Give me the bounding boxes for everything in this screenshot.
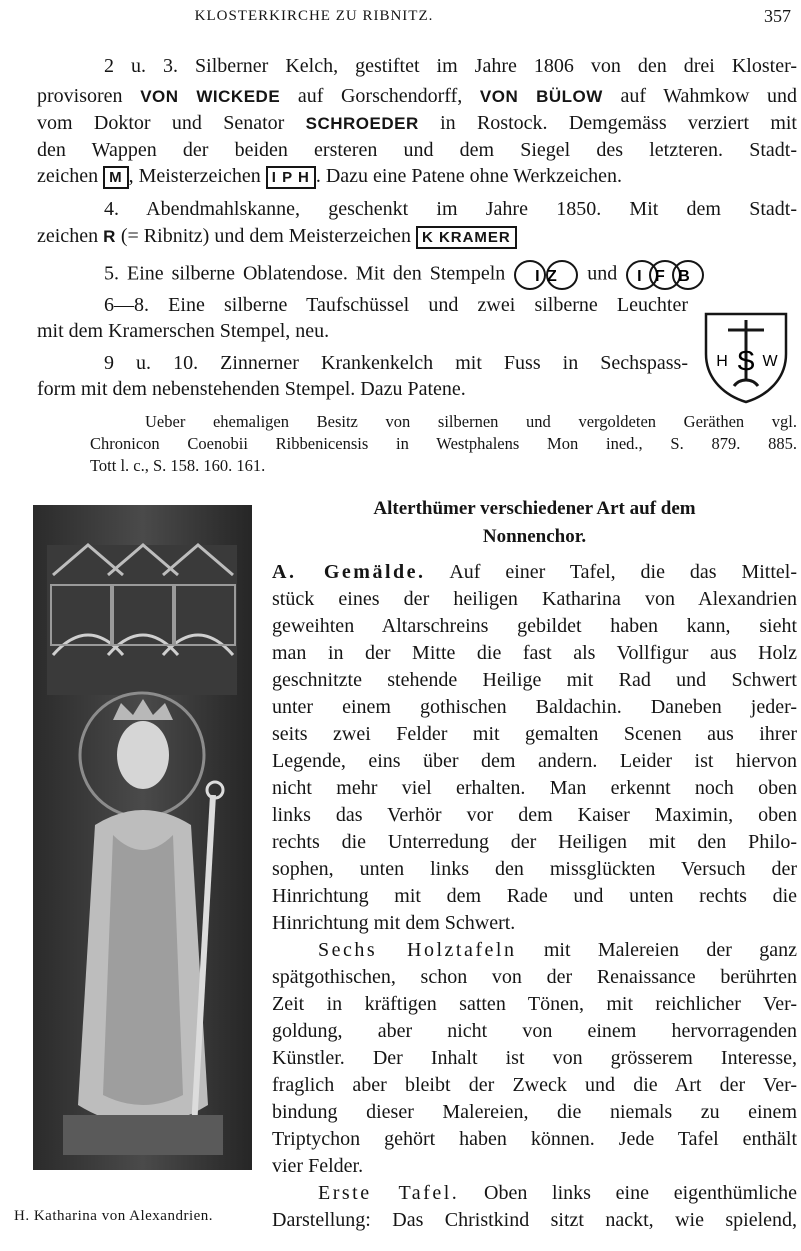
footnote-line-1: Ueber ehemaligen Besitz von silbernen und vergoldeten Geräthen vgl. [145, 412, 797, 431]
paragraph-1-line: stück eines der heiligen Katharina von Alexandrien [272, 588, 797, 610]
item-6-8-line-1: 6—8. Eine silberne Taufschüssel und zwei silberne Leuchter [104, 294, 688, 316]
paragraph-1-line: nicht mehr viel erhalten. Man erkennt noch oben [272, 777, 797, 799]
item-6-8-line-2: mit dem Kramerschen Stempel, neu. [37, 320, 330, 342]
item-2-3-line-2: provisoren VON WICKEDE auf Gorschendorff, VON BÜLOW auf Wahmkow und [37, 85, 798, 107]
page-number: 357 [764, 6, 791, 26]
page-header [0, 0, 801, 36]
paragraph-2-line: fraglich aber bleibt der Zweck und die Art der Ver- [272, 1074, 797, 1096]
item-4-line-1: 4. Abendmahlskanne, geschenkt im Jahre 1850. Mit dem Stadt- [104, 198, 797, 220]
paragraph-2-line: vier Felder. [272, 1155, 364, 1177]
item-5-line: 5. Eine silberne Oblatendose. Mit den Stempeln I Z und I F B [104, 259, 705, 291]
item-2-3-line-5: zeichen M , Meisterzeichen I P H . Dazu eine Patene ohne Werkzeichen. [37, 165, 623, 187]
paragraph-1-line: sophen, unten links den missglückten Versuch der [272, 858, 797, 880]
section-heading-line-1: Alterthümer verschiedener Art auf dem [373, 498, 696, 519]
stamp-ifb [625, 259, 705, 291]
paragraph-1-line: Legende, eins über dem andern. Leider ist hiervon [272, 750, 797, 772]
svg-text:H: H [716, 353, 728, 370]
paragraph-2-line: spätgothischen, schon von der Renaissance berührten [272, 966, 797, 988]
city-mark-r: R [103, 227, 116, 246]
name-von-wickede: VON WICKEDE [140, 87, 281, 106]
paragraph-1-line: Hinrichtung mit dem Schwert. [272, 912, 516, 934]
maker-mark-k-kramer: K KRAMER [416, 226, 517, 249]
section-heading-line-2: Nonnenchor. [482, 526, 587, 547]
running-title: KLOSTERKIRCHE ZU RIBNITZ. [194, 8, 434, 24]
footnote-line-2: Chronicon Coenobii Ribbenicensis in Westphalens Mon ined., S. 879. 885. [90, 434, 797, 453]
lead-erste-tafel: Erste Tafel. [318, 1182, 460, 1204]
paragraph-1-line: unter einem gothischen Baldachin. Daneben jeder- [272, 696, 797, 718]
subheading-gemaelde: A. Gemälde. [272, 561, 426, 583]
svg-text:I Z: I Z [535, 268, 558, 285]
name-von-buelow: VON BÜLOW [479, 87, 603, 106]
item-4-line-2: zeichen R (= Ribnitz) und dem Meisterzeichen K KRAMER [37, 224, 517, 249]
paragraph-1-line: geweihten Altarschreins gebildet haben kann, sieht [272, 615, 797, 637]
item-2-3-line-1: 2 u. 3. Silberner Kelch, gestiftet im Jahre 1806 von den drei Kloster- [104, 55, 797, 77]
figure-caption: H. Katharina von Alexandrien. [14, 1208, 214, 1224]
paragraph-2-line: Triptychon gehört haben können. Jede Tafel enthält [272, 1128, 797, 1150]
paragraph-1-line: links das Verhör vor dem Kaiser Maximin, oben [272, 804, 797, 826]
item-2-3-line-3: vom Doktor und Senator SCHROEDER in Rostock. Demgemäss verziert mit [37, 112, 797, 134]
paragraph-3-line: Darstellung: Das Christkind sitzt nackt, wie spielend, [272, 1209, 797, 1231]
item-2-3-line-4: den Wappen der beiden ersteren und dem Siegel des letzteren. Stadt- [37, 139, 797, 161]
item-9-10-line-1: 9 u. 10. Zinnerner Krankenkelch mit Fuss in Sechspass- [104, 352, 688, 374]
paragraph-2-line: goldung, aber nicht von einem hervorragenden [272, 1020, 797, 1042]
paragraph-1-line: seits zwei Felder mit gemalten Scenen aus ihrer [272, 723, 797, 745]
paragraph-1-line-1: A. Gemälde. Auf einer Tafel, die das Mittel- [272, 561, 797, 583]
paragraph-1-line: man in der Mitte die fast als Vollfigur aus Holz [272, 642, 797, 664]
paragraph-2-line: Zeit in kräftigen satten Tönen, mit reichlicher Ver- [272, 993, 797, 1015]
name-schroeder: SCHROEDER [305, 114, 419, 133]
item-9-10-line-2: form mit dem nebenstehenden Stempel. Dazu Patene. [37, 378, 466, 400]
paragraph-1-line: Hinrichtung mit dem Rade und unten rechts die [272, 885, 797, 907]
lead-sechs-holztafeln: Sechs Holztafeln [318, 939, 517, 961]
katharina-sculpture-photo [33, 505, 252, 1170]
paragraph-2-line: Künstler. Der Inhalt ist von grösserem Interesse, [272, 1047, 797, 1069]
paragraph-3-line-1: Erste Tafel. Oben links eine eigenthümliche [318, 1182, 798, 1204]
svg-text:I F B: I F B [637, 268, 694, 285]
svg-text:S: S [736, 345, 756, 376]
paragraph-2-line-1: Sechs Holztafeln mit Malereien der ganz [318, 939, 798, 961]
maker-mark-iph: I P H [266, 166, 316, 189]
stamp-iz [513, 259, 579, 291]
pewterer-shield-stamp [700, 308, 792, 404]
svg-text:W: W [762, 353, 778, 370]
city-mark-m: M [103, 166, 129, 189]
paragraph-2-line: bindung dieser Malereien, die niemals zu einem [272, 1101, 797, 1123]
paragraph-1-line: geschnitzte stehende Heilige mit Rad und Schwert [272, 669, 797, 691]
paragraph-1-line: rechts die Unterredung der Heiligen mit den Philo- [272, 831, 797, 853]
footnote-line-3: Tott l. c., S. 158. 160. 161. [90, 456, 266, 475]
